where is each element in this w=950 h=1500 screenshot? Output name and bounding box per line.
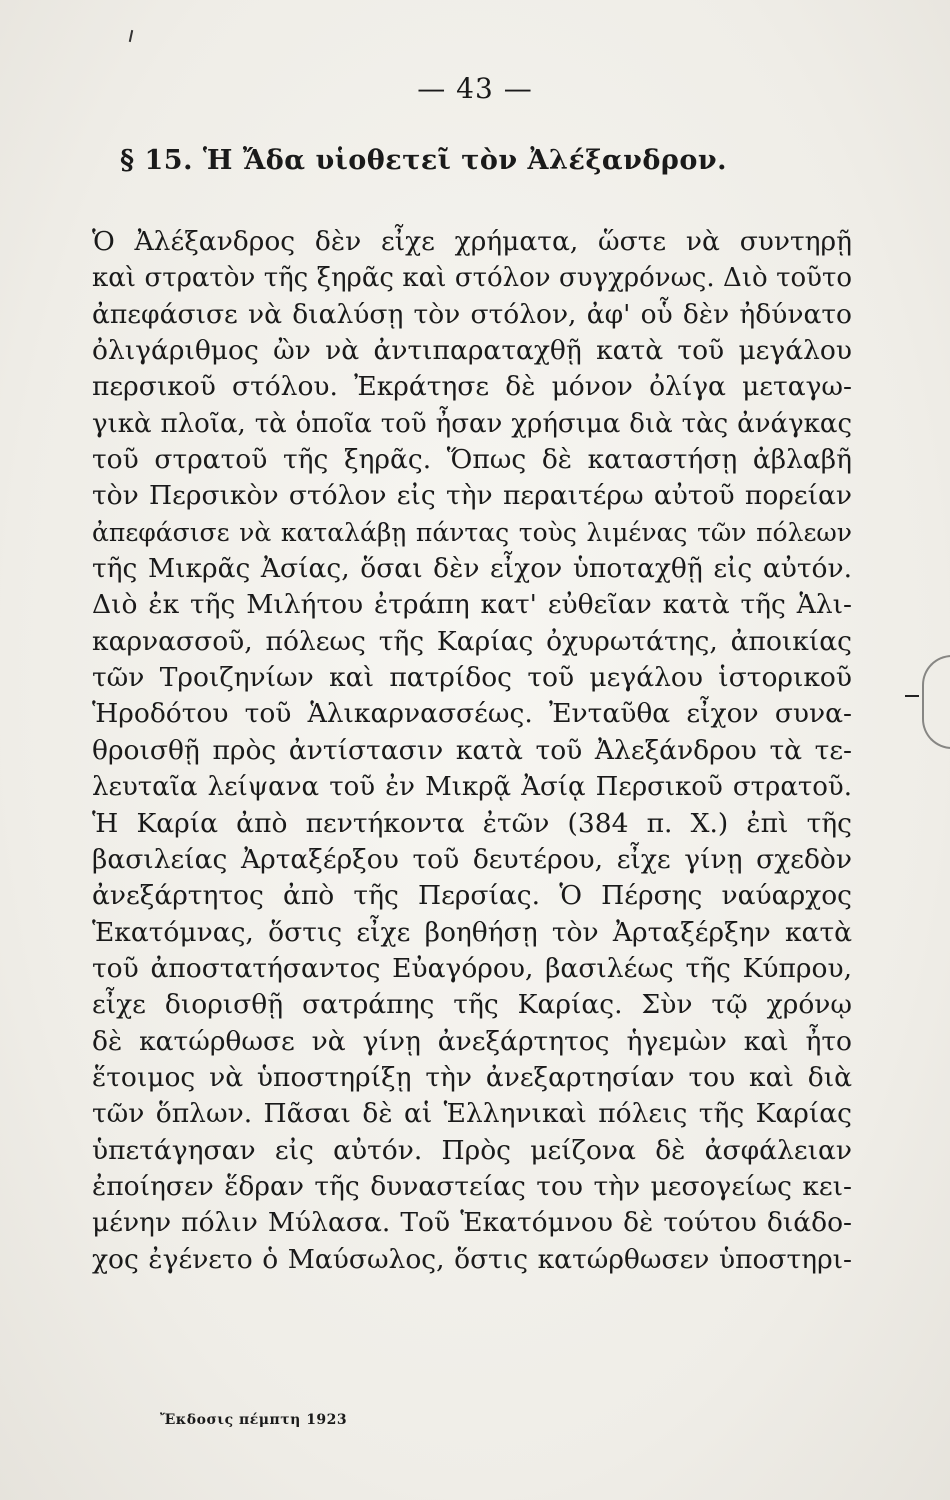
page-number: — 43 — [417,72,533,105]
ink-tick [129,30,133,42]
text-line: μένην πόλιν Μύλασα. Τοῦ Ἑκατόμνου δὲ τούτου διάδο- [92,1207,852,1239]
text-line: καὶ στρατὸν τῆς ξηρᾶς καὶ στόλον συγχρόνως. Διὸ τοῦτο [92,263,852,294]
text-line: Ἡ Καρία ἀπὸ πεντήκοντα ἐτῶν (384 π. Χ.) ἐπὶ τῆς [92,807,852,839]
text-line: Ὁ Ἀλέξανδρος δὲν εἶχε χρήματα, ὥστε νὰ συντηρῇ [92,226,852,257]
text-line: ἀπεφάσισε νὰ καταλάβῃ πάντας τοὺς λιμένας τῶν πόλεων [92,517,852,547]
text-line: περσικοῦ στόλου. Ἐκράτησε δὲ μόνον ὀλίγα μεταγω- [92,371,852,403]
text-line: τῶν ὅπλων. Πᾶσαι δὲ αἱ Ἑλληνικαὶ πόλεις τῆς Καρίας [92,1098,852,1130]
text-line: τοῦ ἀποστατήσαντος Εὐαγόρου, βασιλέως τῆς Κύπρου, [92,952,852,984]
text-line: τὸν Περσικὸν στόλον εἰς τὴν περαιτέρω αὐτοῦ πορείαν [92,480,852,512]
text-line: Ἑκατόμνας, ὅστις εἶχε βοηθήσῃ τὸν Ἀρταξέρξην κατὰ [92,916,852,948]
body-text [92,224,852,1278]
text-line: λευταῖα λείψανα τοῦ ἐν Μικρᾷ Ἀσίᾳ Περσικοῦ στρατοῦ. [92,772,852,803]
text-line: ὀλιγάριθμος ὢν νὰ ἀντιπαραταχθῇ κατὰ τοῦ μεγάλου [92,335,852,367]
edition-footer: Ἔκδοσις πέμπτη 1923 [160,1412,348,1428]
text-line: τῶν Τροιζηνίων καὶ πατρίδος τοῦ μεγάλου ἱστορικοῦ [92,662,852,694]
text-line: ἕτοιμος νὰ ὑποστηρίξῃ τὴν ἀνεξαρτησίαν του καὶ διὰ [92,1061,852,1093]
text-line: ἐποίησεν ἕδραν τῆς δυναστείας του τὴν μεσογείως κει- [92,1170,852,1202]
margin-dash [905,695,919,697]
text-line: ὑπετάγησαν εἰς αὐτόν. Πρὸς μείζονα δὲ ἀσφάλειαν [92,1134,852,1166]
margin-bracket [922,655,950,749]
text-line: Διὸ ἐκ τῆς Μιλήτου ἐτράπη κατ' εὐθεῖαν κατὰ τῆς Ἁλι- [92,589,852,621]
text-line: Ἡροδότου τοῦ Ἁλικαρνασσέως. Ἐνταῦθα εἶχον συνα- [92,698,852,730]
text-line: τῆς Μικρᾶς Ἀσίας, ὅσαι δὲν εἶχον ὑποταχθῇ εἰς αὐτόν. [92,553,852,585]
text-line: γικὰ πλοῖα, τὰ ὁποῖα τοῦ ἦσαν χρήσιμα διὰ τὰς ἀνάγκας [92,408,852,439]
text-line: δὲ κατώρθωσε νὰ γίνῃ ἀνεξάρτητος ἡγεμὼν καὶ ἦτο [92,1025,852,1057]
text-line: εἶχε διορισθῇ σατράπης τῆς Καρίας. Σὺν τῷ χρόνῳ [92,989,852,1021]
text-line: ἀπεφάσισε νὰ διαλύσῃ τὸν στόλον, ἀφ' οὗ δὲν ἠδύνατο [92,298,852,330]
text-line: καρνασσοῦ, πόλεως τῆς Καρίας ὀχυρωτάτης, ἀποικίας [92,625,852,657]
text-line: βασιλείας Ἀρταξέρξου τοῦ δευτέρου, εἶχε γίνῃ σχεδὸν [92,843,852,875]
text-line: τοῦ στρατοῦ τῆς ξηρᾶς. Ὅπως δὲ καταστήσῃ ἀβλαβῆ [92,444,852,476]
text-line: ἀνεξάρτητος ἀπὸ τῆς Περσίας. Ὁ Πέρσης ναύαρχος [92,880,852,912]
text-line: θροισθῇ πρὸς ἀντίστασιν κατὰ τοῦ Ἀλεξάνδρου τὰ τε- [92,734,852,766]
section-heading: § 15. Ἡ Ἄδα υἱοθετεῖ τὸν Ἀλέξανδρον. [120,145,727,176]
text-line: χος ἐγένετο ὁ Μαύσωλος, ὅστις κατώρθωσεν ὑποστηρι- [92,1243,852,1275]
